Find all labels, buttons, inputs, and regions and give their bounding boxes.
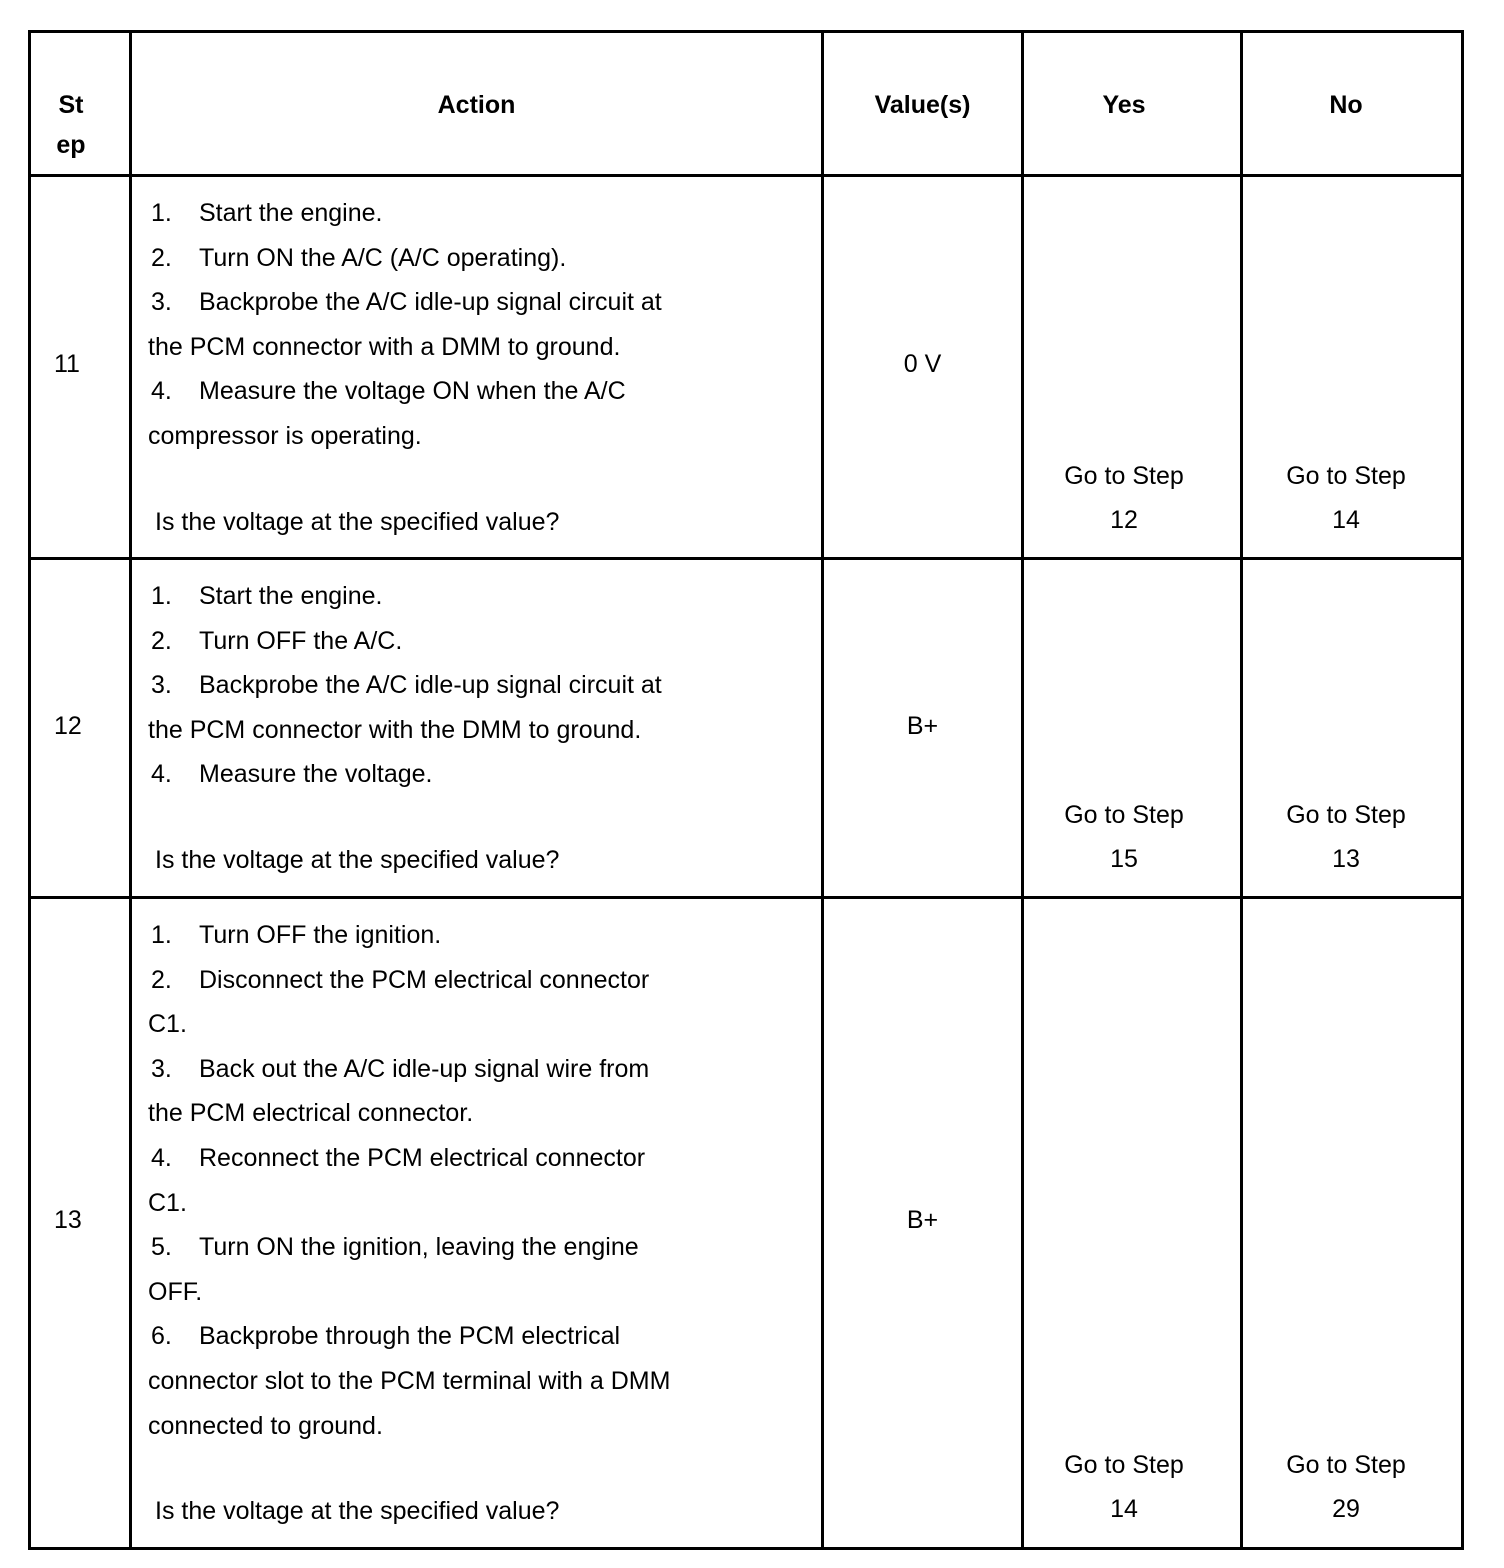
action-line: 1. Turn OFF the ignition. <box>151 921 442 949</box>
go-to-step-label: Go to Step <box>1286 462 1406 490</box>
action-line: 1. Start the engine. <box>151 199 383 227</box>
action-line: the PCM connector with a DMM to ground. <box>148 332 621 361</box>
go-to-step-label: Go to Step <box>1286 801 1406 829</box>
go-to-step-number: 15 <box>1110 845 1138 873</box>
table-border-right <box>1461 30 1464 1550</box>
step-number: 13 <box>54 1206 82 1234</box>
action-line: compressor is operating. <box>148 421 422 450</box>
table-border-top <box>28 30 1464 33</box>
column-divider <box>1021 30 1024 1550</box>
action-line: C1. <box>148 1188 187 1217</box>
action-line: 2. Turn OFF the A/C. <box>151 626 403 655</box>
row-divider <box>28 896 1464 899</box>
header-yes: Yes <box>1102 91 1146 119</box>
diagnostic-table <box>28 30 1464 1550</box>
table-border-bottom <box>28 1547 1464 1550</box>
action-cell <box>148 913 818 1534</box>
action-line: 4. Reconnect the PCM electrical connector <box>151 1143 646 1172</box>
action-line: the PCM connector with the DMM to ground. <box>148 715 642 744</box>
action-line: 2. Disconnect the PCM electrical connector <box>151 965 650 994</box>
action-cell <box>148 574 818 883</box>
go-to-step-number: 12 <box>1110 506 1138 534</box>
action-line: 4. Measure the voltage ON when the A/C <box>151 377 626 406</box>
column-divider <box>821 30 824 1550</box>
table-border-left <box>28 30 31 1550</box>
column-divider <box>129 30 132 1550</box>
header-step: St ep <box>56 91 86 159</box>
row-divider <box>28 557 1464 560</box>
action-line: 3. Back out the A/C idle-up signal wire from <box>151 1054 650 1083</box>
go-to-step-number: 13 <box>1332 845 1360 873</box>
action-cell <box>148 191 818 544</box>
header-action: Action <box>437 91 516 119</box>
go-to-step-label: Go to Step <box>1286 1451 1406 1479</box>
go-to-step-label: Go to Step <box>1064 462 1184 490</box>
value-cell: B+ <box>906 712 939 740</box>
action-question: Is the voltage at the specified value? <box>155 1497 560 1526</box>
step-number: 12 <box>54 712 82 740</box>
header-no: No <box>1329 91 1363 119</box>
action-line: OFF. <box>148 1277 203 1306</box>
go-to-step-label: Go to Step <box>1064 801 1184 829</box>
header-divider <box>28 174 1464 177</box>
action-question: Is the voltage at the specified value? <box>155 845 560 874</box>
action-line: 1. Start the engine. <box>151 582 383 610</box>
action-line: the PCM electrical connector. <box>148 1099 474 1128</box>
go-to-step-number: 14 <box>1110 1495 1138 1523</box>
action-line: C1. <box>148 1010 187 1039</box>
go-to-step-number: 29 <box>1332 1495 1360 1523</box>
action-question: Is the voltage at the specified value? <box>155 507 560 536</box>
go-to-step-number: 14 <box>1332 506 1360 534</box>
action-line: 3. Backprobe the A/C idle-up signal circuit at <box>151 671 662 700</box>
action-line: connector slot to the PCM terminal with a DMM <box>148 1366 671 1395</box>
value-cell: 0 V <box>903 350 942 378</box>
value-cell: B+ <box>906 1206 939 1234</box>
go-to-step-label: Go to Step <box>1064 1451 1184 1479</box>
action-line: 2. Turn ON the A/C (A/C operating). <box>151 243 567 272</box>
column-divider <box>1240 30 1243 1550</box>
action-line: 6. Backprobe through the PCM electrical <box>151 1322 621 1351</box>
action-line: 5. Turn ON the ignition, leaving the engine <box>151 1233 639 1262</box>
action-line: connected to ground. <box>148 1411 383 1440</box>
action-line: 3. Backprobe the A/C idle-up signal circuit at <box>151 288 662 317</box>
step-number: 11 <box>54 350 80 378</box>
action-line: 4. Measure the voltage. <box>151 760 433 789</box>
header-values: Value(s) <box>874 91 971 119</box>
